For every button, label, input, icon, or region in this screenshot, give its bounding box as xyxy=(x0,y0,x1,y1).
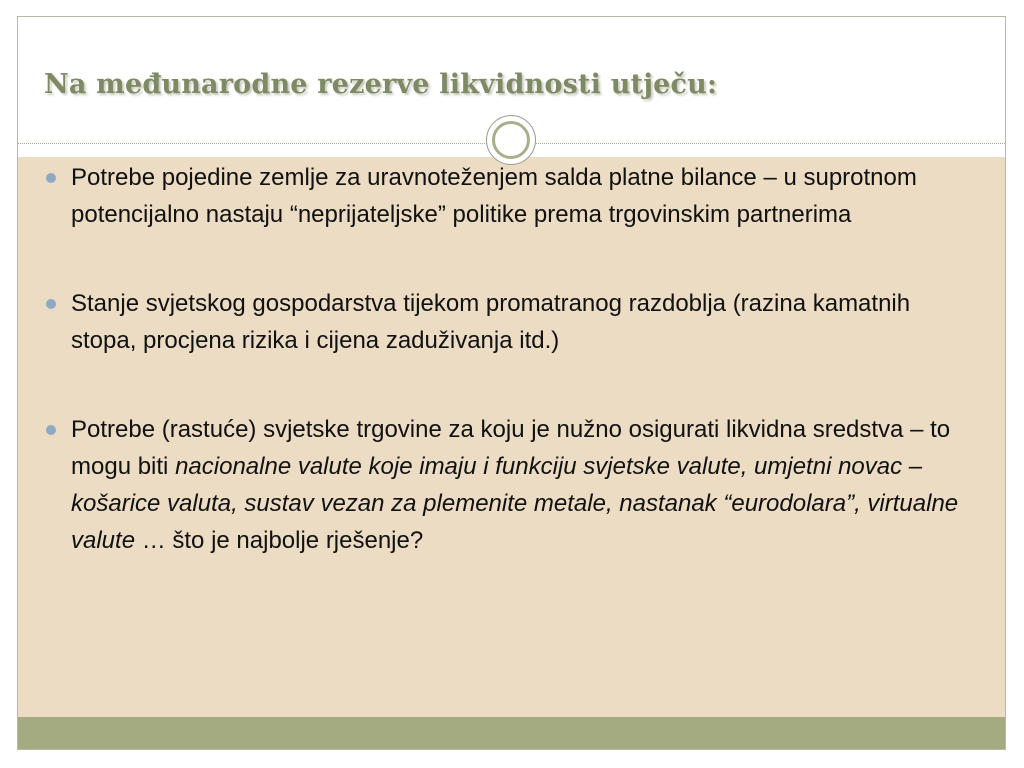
bullet-text: Stanje svjetskog gospodarstva tijekom promatranog razdoblja (razina kamatnih stopa, procjena rizika i cijena zaduživanja itd.) xyxy=(71,290,911,354)
bullet-text-italic: nacionalne valute koje imaju i funkciju svjetske valute, umjetni novac – košarice valuta, sustav vezan za plemenite metale, nastanak “eurodolara”, virtualne valute xyxy=(71,453,959,554)
bullet-text: Potrebe pojedine zemlje za uravnoteženjem salda platne bilance – u suprotnom potencijalno nastaju “neprijateljske” politike prema trgovinskim partnerima xyxy=(71,164,917,228)
bullet-item xyxy=(46,159,976,233)
bullet-text-start: Potrebe (rastuće) svjetske trgovine za koju je nužno osigurati likvidna sredstva – to mogu biti xyxy=(71,416,951,480)
bullet-dot-icon xyxy=(46,299,56,309)
bullet-list xyxy=(46,159,976,559)
bullet-text-end: … što je najbolje rješenje? xyxy=(135,527,424,554)
slide-title: Na međunarodne rezerve likvidnosti utječu: xyxy=(44,69,718,100)
bullet-dot-icon xyxy=(46,173,56,183)
slide-frame xyxy=(17,16,1006,750)
footer-band xyxy=(18,717,1005,750)
bullet-item xyxy=(46,285,976,359)
circle-ornament-icon xyxy=(486,115,536,165)
bullet-dot-icon xyxy=(46,425,56,435)
bullet-item xyxy=(46,411,976,559)
circle-ornament-inner xyxy=(492,121,530,159)
